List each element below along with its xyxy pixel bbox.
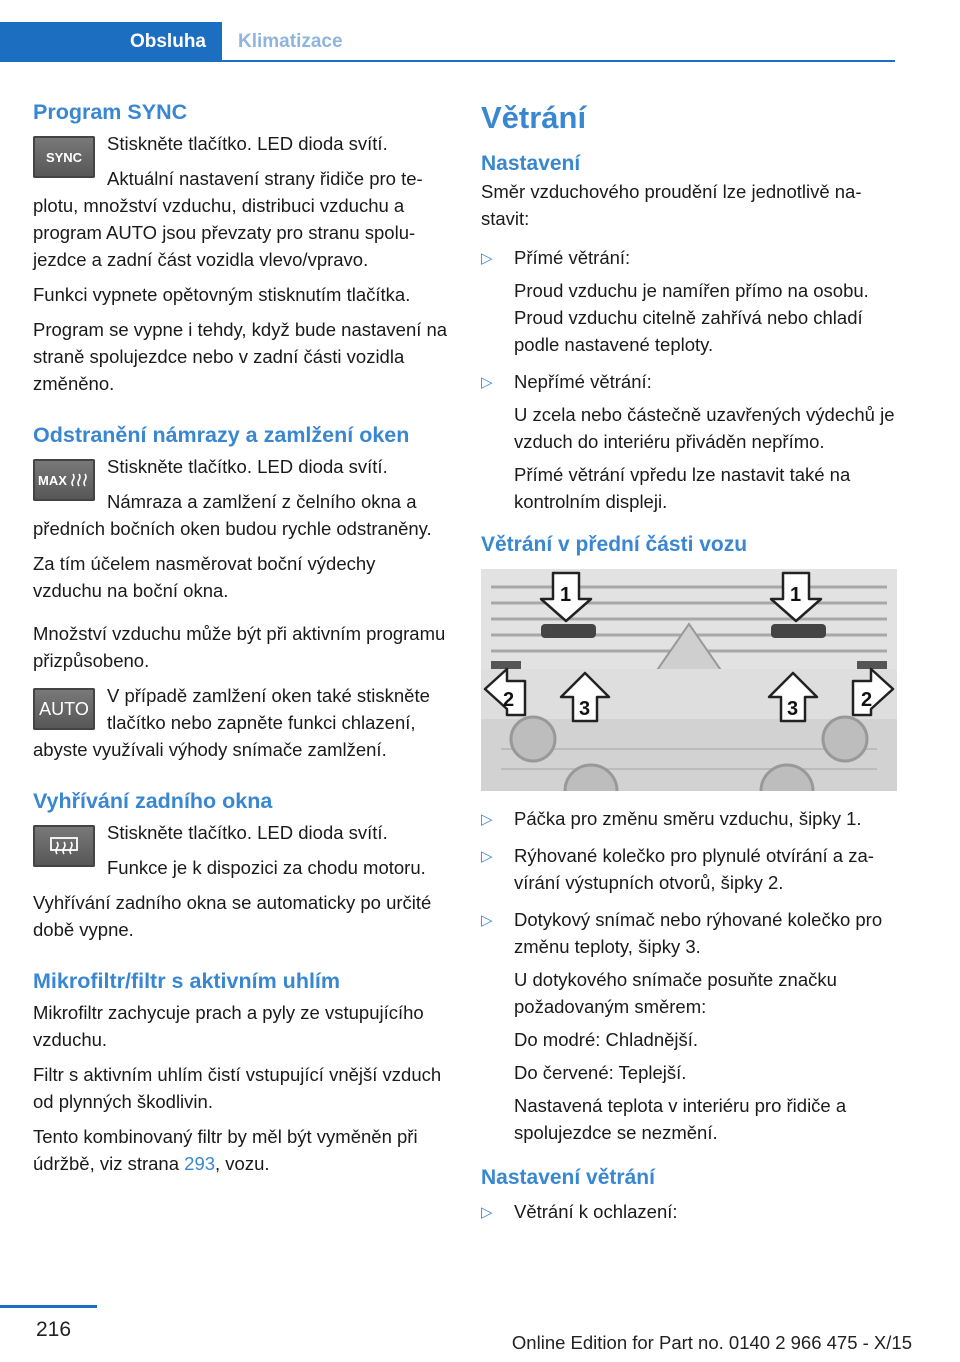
heating-lines-icon bbox=[49, 836, 79, 856]
section-front-vents bbox=[481, 531, 897, 1146]
tab-klimatizace[interactable]: Klimatizace bbox=[238, 31, 343, 52]
triangle-bullet-icon: ▷ bbox=[481, 250, 493, 267]
auto-button-icon: AUTO bbox=[33, 688, 95, 730]
defrost-text-2: Námraza a zamlžení z čelního okna a předních bočních oken budou rychle odstraněny. bbox=[33, 491, 432, 539]
nastaveni-text: Směr vzduchového proudění lze jednotlivě nastavit: bbox=[481, 181, 862, 229]
sync-text-3: Funkci vypnete opětovným stisknutím tlačítka. bbox=[33, 284, 411, 305]
ventilation-list bbox=[481, 244, 897, 515]
callout-label: 1 bbox=[560, 584, 572, 606]
defrost-text-3: Za tím účelem nasměrovat boční výdechy vzduchu na boční okna. bbox=[33, 553, 376, 601]
tab-bar bbox=[0, 22, 895, 62]
heading-adjust: Nastavení větrání bbox=[481, 1166, 655, 1189]
triangle-bullet-icon: ▷ bbox=[481, 1204, 493, 1221]
right-column bbox=[481, 98, 897, 1249]
heading-vetrani: Větrání bbox=[481, 100, 587, 135]
callout-label: 1 bbox=[790, 584, 802, 606]
footer-rule bbox=[0, 1305, 97, 1308]
section-defrost bbox=[33, 421, 449, 763]
sync-button-icon: SYNC bbox=[33, 136, 95, 178]
list-item: ▷ Páčka pro změnu směru vzduchu, šipky 1. bbox=[481, 805, 897, 832]
dashboard-vents-photo bbox=[481, 569, 897, 791]
front-vents-list bbox=[481, 805, 897, 1146]
defrost-waves-icon bbox=[70, 473, 90, 487]
section-filter bbox=[33, 967, 449, 1177]
list-item: ▷ Větrání k ochlazení: bbox=[481, 1198, 897, 1225]
callout-label: 2 bbox=[503, 689, 515, 711]
callout-label: 3 bbox=[787, 698, 799, 720]
section-sync bbox=[33, 98, 449, 397]
sync-text-2: Aktuální nastavení strany řidiče pro teplotu, množství vzduchu, distribuci vzduchu a program AUTO jsou převzaty pro stranu spolujezdce a zadní část vozidla vlevo/vpravo. bbox=[33, 168, 423, 270]
filter-text-1: Mikrofiltr zachycuje prach a pyly ze vstupujícího vzduchu. bbox=[33, 1002, 424, 1050]
max-defrost-button-icon: MAX bbox=[33, 459, 95, 501]
left-column bbox=[33, 98, 449, 1201]
list-item: ▷ Rýhované kolečko pro plynulé otvírání a zavírání výstupních otvorů, šipky 2. bbox=[481, 845, 874, 893]
sync-text-1: Stiskněte tlačítko. LED dioda svítí. bbox=[107, 133, 388, 154]
heading-sync: Program SYNC bbox=[33, 100, 188, 124]
callout-label: 3 bbox=[579, 698, 591, 720]
tab-obsluha[interactable]: Obsluha bbox=[0, 22, 222, 62]
filter-text-3: Tento kombinovaný filtr by měl být vyměněn při údržbě, viz strana 293, vozu. bbox=[33, 1126, 418, 1174]
section-rear-heating bbox=[33, 787, 449, 943]
triangle-bullet-icon: ▷ bbox=[481, 848, 493, 865]
tab-underline bbox=[222, 60, 895, 62]
section-adjust bbox=[481, 1164, 897, 1225]
triangle-bullet-icon: ▷ bbox=[481, 912, 493, 929]
adjust-list bbox=[481, 1198, 897, 1225]
defrost-text-1: Stiskněte tlačítko. LED dioda svítí. bbox=[107, 456, 388, 477]
rear-text-1: Stiskněte tlačítko. LED dioda svítí. bbox=[107, 822, 388, 843]
triangle-bullet-icon: ▷ bbox=[481, 374, 493, 391]
heading-filter: Mikrofiltr/filtr s aktivním uhlím bbox=[33, 969, 341, 993]
rear-text-3: Vyhřívání zadního okna se automaticky po určité době vypne. bbox=[33, 892, 432, 940]
list-item: ▷ Dotykový snímač nebo rýhované kolečko pro změnu teploty, šipky 3. U dotykového snímače posuňte značku požadovaným směrem: Do modré: Chladnější. Do červené: Teplejší. Nastavená teplota v interiéru pro řidiče a spolujezdce se nezmění. bbox=[481, 909, 883, 1143]
callout-label: 2 bbox=[861, 689, 873, 711]
heading-defrost: Odstranění námrazy a zamlžení oken bbox=[33, 423, 410, 447]
defrost-text-4: Množství vzduchu může být při aktivním programu přizpůsobeno. bbox=[33, 623, 446, 671]
page-link-293[interactable]: 293 bbox=[184, 1153, 216, 1174]
rear-window-heating-icon bbox=[33, 825, 95, 867]
defrost-text-5: V případě zamlžení oken také stiskněte tlačítko nebo zapněte funkci chlazení, abyste využívali výhody snímače zamlžení. bbox=[33, 685, 430, 760]
rear-text-2: Funkce je k dispozici za chodu motoru. bbox=[107, 857, 426, 878]
heading-rear-heating: Vyhřívání zadního okna bbox=[33, 789, 273, 813]
section-nastaveni bbox=[481, 150, 897, 515]
heading-nastaveni: Nastavení bbox=[481, 152, 581, 175]
page-number: 216 bbox=[36, 1318, 72, 1341]
list-item: ▷ Nepřímé větrání: U zcela nebo částečně uzavřených výdechů je vzduch do interiéru přiváděn nepřímo. Přímé větrání vpředu lze nastavit také na kontrolním displeji. bbox=[481, 371, 895, 512]
filter-text-2: Filtr s aktivním uhlím čistí vstupující vnější vzduch od plynných škodlivin. bbox=[33, 1064, 442, 1112]
sync-text-4: Program se vypne i tehdy, když bude nastavení na straně spolujezdce nebo v zadní části vozidla změněno. bbox=[33, 319, 448, 394]
edition-text: Online Edition for Part no. 0140 2 966 475 - X/15 bbox=[511, 1332, 912, 1353]
heading-front-vents: Větrání v přední části vozu bbox=[481, 533, 748, 556]
triangle-bullet-icon: ▷ bbox=[481, 811, 493, 828]
list-item: ▷ Přímé větrání: Proud vzduchu je namířen přímo na osobu. Proud vzduchu citelně zahřívá nebo chladí podle nastavené teploty. bbox=[481, 247, 869, 355]
